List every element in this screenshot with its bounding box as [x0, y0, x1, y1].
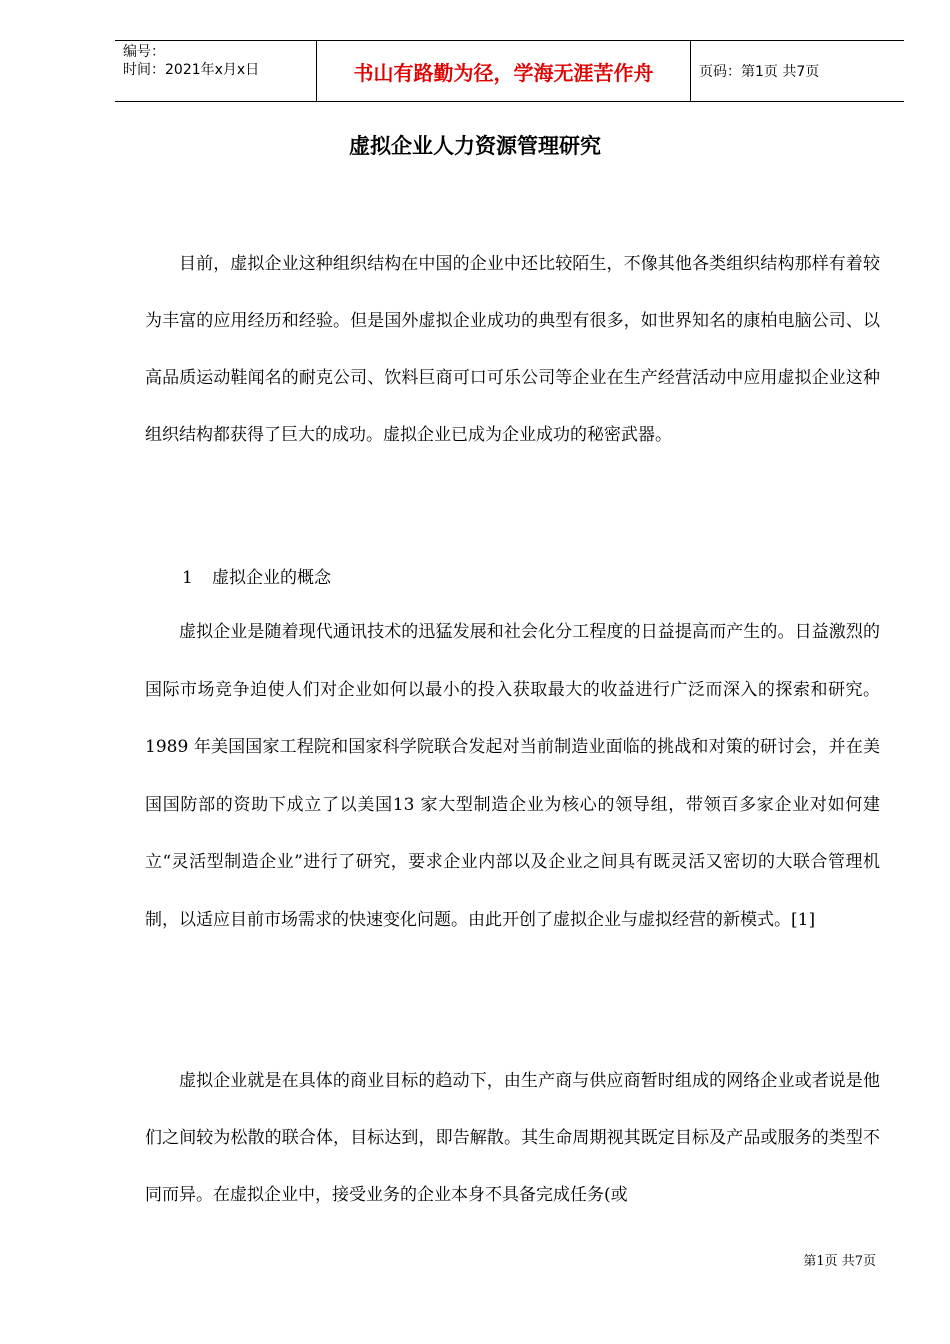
page-footer: 第1页 共7页	[803, 1254, 876, 1269]
intro-paragraph: 目前，虚拟企业这种组织结构在中国的企业中还比较陌生，不像其他各类组织结构那样有着较为丰富的应用经历和经验。但是国外虚拟企业成功的典型有很多，如世界知名的康柏电脑公司、以高品质运动鞋闻名的耐克公司、饮料巨商可口可乐公司等企业在生产经营活动中应用虚拟企业这种组织结构都获得了巨大的成功。虚拟企业已成为企业成功的秘密武器。	[145, 254, 880, 445]
serial-number-label: 编号：	[123, 44, 165, 60]
time-label: 时间：2021年x月x日	[123, 62, 260, 78]
header-meta-cell	[115, 41, 317, 101]
header-motto-cell	[317, 41, 691, 101]
header-page-cell	[691, 41, 904, 101]
header-page-info: 页码：第1页 共7页	[699, 64, 820, 80]
header-motto: 书山有路勤为径，学海无涯苦作舟	[353, 60, 654, 85]
section-heading-text: 虚拟企业的概念	[212, 568, 331, 588]
section-number: 1	[182, 568, 193, 588]
document-header	[115, 40, 904, 102]
section-heading	[182, 566, 331, 590]
document-title: 虚拟企业人力资源管理研究	[349, 134, 601, 158]
section1-paragraph: 虚拟企业是随着现代通讯技术的迅猛发展和社会化分工程度的日益提高而产生的。日益激烈的国际市场竞争迫使人们对企业如何以最小的投入获取最大的收益进行广泛而深入的探索和研究。1989 年美国国家工程院和国家科学院联合发起对当前制造业面临的挑战和对策的研讨会，并在美国国防部的资助下成立了以美国13 家大型制造企业为核心的领导组，带领百多家企业对如何建立“灵活型制造企业”进行了研究，要求企业内部以及企业之间具有既灵活又密切的大联合管理机制，以适应目前市场需求的快速变化问题。由此开创了虚拟企业与虚拟经营的新模式。[1]	[145, 622, 880, 930]
section2-paragraph: 虚拟企业就是在具体的商业目标的趋动下，由生产商与供应商暂时组成的网络企业或者说是他们之间较为松散的联合体，目标达到，即告解散。其生命周期视其既定目标及产品或服务的类型不同而异。在虚拟企业中，接受业务的企业本身不具备完成任务(或	[145, 1071, 880, 1205]
